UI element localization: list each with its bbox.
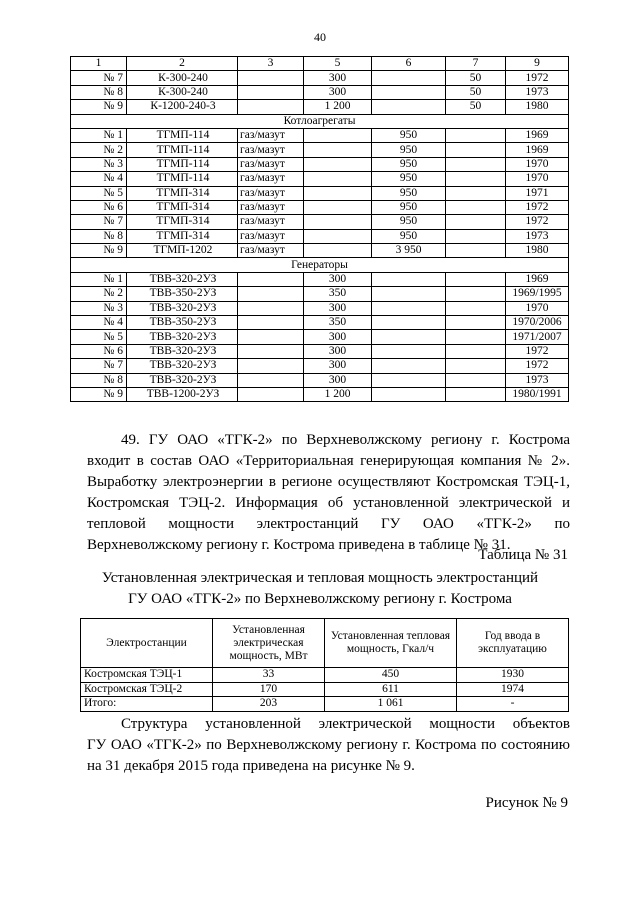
table-row <box>71 172 569 186</box>
table-cell: № 7 <box>71 359 127 373</box>
table-cell: ТВВ-320-2УЗ <box>127 344 238 358</box>
table-cell: 170 <box>213 682 325 697</box>
table-row <box>81 682 569 697</box>
table-cell: 1970/2006 <box>506 316 569 330</box>
header-cell: 2 <box>127 57 238 71</box>
table-cell: 950 <box>372 128 446 142</box>
header-cell: 3 <box>238 57 304 71</box>
table-cell: 1972 <box>506 359 569 373</box>
table-cell <box>372 71 446 85</box>
table-cell: 1969 <box>506 128 569 142</box>
paragraph-49 <box>87 430 570 556</box>
table-cell <box>238 301 304 315</box>
table-cell: 1973 <box>506 229 569 243</box>
table-row <box>71 200 569 214</box>
section-row <box>71 114 569 128</box>
table-cell: ТГМП-314 <box>127 215 238 229</box>
paragraph-line: Верхневолжскому региону г. Кострома приведена в таблице № 31. <box>87 537 511 553</box>
table-row <box>71 71 569 85</box>
table-cell: 950 <box>372 143 446 157</box>
table-cell: № 3 <box>71 301 127 315</box>
table-cell <box>446 344 506 358</box>
table-cell <box>238 287 304 301</box>
table-cell <box>446 373 506 387</box>
table-cell <box>238 71 304 85</box>
paragraph-line: Структура установленной электрической мощности объектов <box>121 716 570 732</box>
header-row <box>71 57 569 71</box>
table-cell: № 5 <box>71 186 127 200</box>
table-cell: № 2 <box>71 287 127 301</box>
table-cell: ТВВ-320-2УЗ <box>127 301 238 315</box>
table-cell: газ/мазут <box>238 200 304 214</box>
table-cell <box>304 157 372 171</box>
caption-line: ГУ ОАО «ТГК-2» по Верхневолжскому региону г. Кострома <box>128 591 512 607</box>
table-cell <box>446 330 506 344</box>
table-cell: 1930 <box>457 668 569 683</box>
table-cell: 950 <box>372 200 446 214</box>
table-cell <box>372 301 446 315</box>
table-cell: 450 <box>325 668 457 683</box>
table-cell: 1969 <box>506 143 569 157</box>
table-cell: 300 <box>304 71 372 85</box>
table-31-caption <box>70 568 570 610</box>
table-cell: 1980 <box>506 100 569 114</box>
table-cell: 300 <box>304 330 372 344</box>
section-title: Генераторы <box>71 258 569 272</box>
table-cell: ТГМП-1202 <box>127 244 238 258</box>
table-cell: газ/мазут <box>238 128 304 142</box>
table-cell: 950 <box>372 215 446 229</box>
table-row <box>71 186 569 200</box>
equipment-table <box>70 56 569 402</box>
table-cell: 950 <box>372 229 446 243</box>
header-cell: Электростанции <box>81 619 213 668</box>
table-cell: 1970 <box>506 172 569 186</box>
table-cell: № 9 <box>71 387 127 401</box>
table-cell: газ/мазут <box>238 172 304 186</box>
table-row <box>71 287 569 301</box>
table-cell: 33 <box>213 668 325 683</box>
paragraph-line: на 31 декабря 2015 года приведена на рисунке № 9. <box>87 758 415 774</box>
table-cell <box>446 215 506 229</box>
header-cell: 7 <box>446 57 506 71</box>
table-cell <box>372 330 446 344</box>
header-cell: Установленная электрическая мощность, МВт <box>213 619 325 668</box>
table-row <box>71 157 569 171</box>
table-cell: 1970 <box>506 301 569 315</box>
table-cell: ТГМП-314 <box>127 229 238 243</box>
table-cell <box>446 200 506 214</box>
table-cell <box>446 143 506 157</box>
table-cell: К-1200-240-3 <box>127 100 238 114</box>
table-cell: 1972 <box>506 200 569 214</box>
table-cell: № 8 <box>71 229 127 243</box>
table-cell: № 9 <box>71 244 127 258</box>
table-cell: газ/мазут <box>238 244 304 258</box>
table-cell <box>372 287 446 301</box>
table-cell: ТВВ-320-2УЗ <box>127 272 238 286</box>
header-cell: 6 <box>372 57 446 71</box>
table-cell: газ/мазут <box>238 143 304 157</box>
table-cell <box>446 128 506 142</box>
table-cell <box>372 85 446 99</box>
table-cell: 50 <box>446 71 506 85</box>
table-cell: № 2 <box>71 143 127 157</box>
table-cell: 1971/2007 <box>506 330 569 344</box>
table-cell: 350 <box>304 316 372 330</box>
table-cell <box>304 200 372 214</box>
header-cell: 9 <box>506 57 569 71</box>
table-cell: 1970 <box>506 157 569 171</box>
table-row <box>81 697 569 712</box>
table-cell: № 7 <box>71 71 127 85</box>
table-row <box>71 359 569 373</box>
table-cell: 1973 <box>506 85 569 99</box>
table-row <box>71 85 569 99</box>
table-cell <box>372 373 446 387</box>
table-cell <box>446 244 506 258</box>
table-cell <box>238 100 304 114</box>
table-cell: газ/мазут <box>238 186 304 200</box>
table-cell: ТГМП-114 <box>127 143 238 157</box>
table-cell: 300 <box>304 301 372 315</box>
table-cell: № 1 <box>71 272 127 286</box>
table-cell: Костромская ТЭЦ-2 <box>81 682 213 697</box>
table-row <box>71 344 569 358</box>
section-title: Котлоагрегаты <box>71 114 569 128</box>
table-cell: № 8 <box>71 373 127 387</box>
table-cell: - <box>457 697 569 712</box>
table-cell: 1969 <box>506 272 569 286</box>
table-cell: 1980/1991 <box>506 387 569 401</box>
page-number: 40 <box>314 30 326 44</box>
table-cell: ТВВ-350-2УЗ <box>127 316 238 330</box>
table-row <box>71 301 569 315</box>
table-row <box>71 330 569 344</box>
table-row <box>71 100 569 114</box>
table-cell <box>304 215 372 229</box>
table-cell: ТВВ-1200-2УЗ <box>127 387 238 401</box>
table-row <box>71 128 569 142</box>
caption-line: Установленная электрическая и тепловая мощность электростанций <box>101 570 539 586</box>
table-cell <box>446 359 506 373</box>
table-cell: ТВВ-350-2УЗ <box>127 287 238 301</box>
table-cell <box>238 316 304 330</box>
table-cell: 300 <box>304 85 372 99</box>
table-row <box>81 668 569 683</box>
table-cell <box>238 387 304 401</box>
paragraph-line: входит в состав ОАО «Территориальная генерирующая компания № 2». <box>87 453 570 469</box>
table-row <box>71 373 569 387</box>
header-cell: Год ввода в эксплуатацию <box>457 619 569 668</box>
table-cell: ТГМП-114 <box>127 157 238 171</box>
table-row <box>71 316 569 330</box>
table-row <box>71 143 569 157</box>
table-row <box>71 229 569 243</box>
table-cell: 1971 <box>506 186 569 200</box>
paragraph-line: 49. ГУ ОАО «ТГК-2» по Верхневолжскому региону г. Кострома <box>121 432 570 448</box>
table-cell <box>304 172 372 186</box>
table-cell: 350 <box>304 287 372 301</box>
table-cell: № 5 <box>71 330 127 344</box>
table-cell: № 1 <box>71 128 127 142</box>
table-cell: 300 <box>304 272 372 286</box>
table-cell <box>238 344 304 358</box>
table-cell <box>372 100 446 114</box>
paragraph-structure <box>87 714 570 777</box>
table-cell <box>304 143 372 157</box>
paragraph-line: Костромская ТЭЦ-2. Информация об установленной электрической и <box>87 495 570 511</box>
table-cell <box>238 272 304 286</box>
table-cell <box>446 157 506 171</box>
table-cell <box>446 272 506 286</box>
table-row <box>71 272 569 286</box>
table-cell: № 6 <box>71 200 127 214</box>
figure-label: Рисунок № 9 <box>485 795 568 811</box>
table-cell: № 8 <box>71 85 127 99</box>
table-cell <box>238 359 304 373</box>
table-cell: 1 200 <box>304 387 372 401</box>
table-cell <box>304 186 372 200</box>
table-cell: 950 <box>372 172 446 186</box>
table-cell <box>304 244 372 258</box>
table-cell: ТГМП-114 <box>127 172 238 186</box>
table-cell: К-300-240 <box>127 71 238 85</box>
table-cell: № 6 <box>71 344 127 358</box>
table-cell: № 9 <box>71 100 127 114</box>
table-cell: ТВВ-320-2УЗ <box>127 330 238 344</box>
table-cell: Костромская ТЭЦ-1 <box>81 668 213 683</box>
table-cell: газ/мазут <box>238 215 304 229</box>
section-row <box>71 258 569 272</box>
table-cell: № 3 <box>71 157 127 171</box>
table-cell: 950 <box>372 186 446 200</box>
table-cell: ТГМП-114 <box>127 128 238 142</box>
table-cell <box>372 387 446 401</box>
table-row <box>71 215 569 229</box>
table-cell <box>372 272 446 286</box>
table-cell <box>446 186 506 200</box>
header-cell: 5 <box>304 57 372 71</box>
table-row <box>71 244 569 258</box>
table-cell <box>446 387 506 401</box>
table-cell: 1 200 <box>304 100 372 114</box>
table-cell: 1972 <box>506 215 569 229</box>
table-cell <box>372 344 446 358</box>
table-cell: 300 <box>304 359 372 373</box>
table-cell: 1969/1995 <box>506 287 569 301</box>
table-cell: 50 <box>446 100 506 114</box>
table-cell <box>446 287 506 301</box>
table-cell: ТГМП-314 <box>127 186 238 200</box>
table-cell: № 4 <box>71 316 127 330</box>
table-cell <box>446 229 506 243</box>
paragraph-line: тепловой мощности электростанций ГУ ОАО «ТГК-2» по <box>87 516 570 532</box>
table-cell <box>238 85 304 99</box>
table-cell: К-300-240 <box>127 85 238 99</box>
table-cell: 300 <box>304 344 372 358</box>
paragraph-line: Выработку электроэнергии в регионе осуществляют Костромская ТЭЦ-1, <box>87 474 570 490</box>
table-cell: № 7 <box>71 215 127 229</box>
table-cell: 3 950 <box>372 244 446 258</box>
table-cell <box>238 373 304 387</box>
table-cell: 1980 <box>506 244 569 258</box>
table-cell: 50 <box>446 85 506 99</box>
table-cell <box>446 172 506 186</box>
table-cell <box>446 301 506 315</box>
table-cell: газ/мазут <box>238 157 304 171</box>
table-cell <box>446 316 506 330</box>
table-31-label: Таблица № 31 <box>478 547 568 563</box>
table-cell: 1972 <box>506 344 569 358</box>
power-table <box>80 618 569 712</box>
table-cell <box>304 128 372 142</box>
table-cell <box>304 229 372 243</box>
table-cell: 1 061 <box>325 697 457 712</box>
table-cell: 611 <box>325 682 457 697</box>
table-cell: ТВВ-320-2УЗ <box>127 373 238 387</box>
paragraph-line: ГУ ОАО «ТГК-2» по Верхневолжскому региону г. Кострома по состоянию <box>87 737 570 753</box>
table-cell: Итого: <box>81 697 213 712</box>
table-cell: ТВВ-320-2УЗ <box>127 359 238 373</box>
table-cell: ТГМП-314 <box>127 200 238 214</box>
table-cell <box>372 359 446 373</box>
table-cell: № 4 <box>71 172 127 186</box>
table-cell <box>238 330 304 344</box>
table-cell: 1974 <box>457 682 569 697</box>
header-cell: Установленная тепловая мощность, Гкал/ч <box>325 619 457 668</box>
table-cell: 1972 <box>506 71 569 85</box>
table-cell: 300 <box>304 373 372 387</box>
table-cell: 1973 <box>506 373 569 387</box>
table-cell <box>372 316 446 330</box>
table-cell: 950 <box>372 157 446 171</box>
header-cell: 1 <box>71 57 127 71</box>
table-row <box>71 387 569 401</box>
table-cell: 203 <box>213 697 325 712</box>
table-cell: газ/мазут <box>238 229 304 243</box>
